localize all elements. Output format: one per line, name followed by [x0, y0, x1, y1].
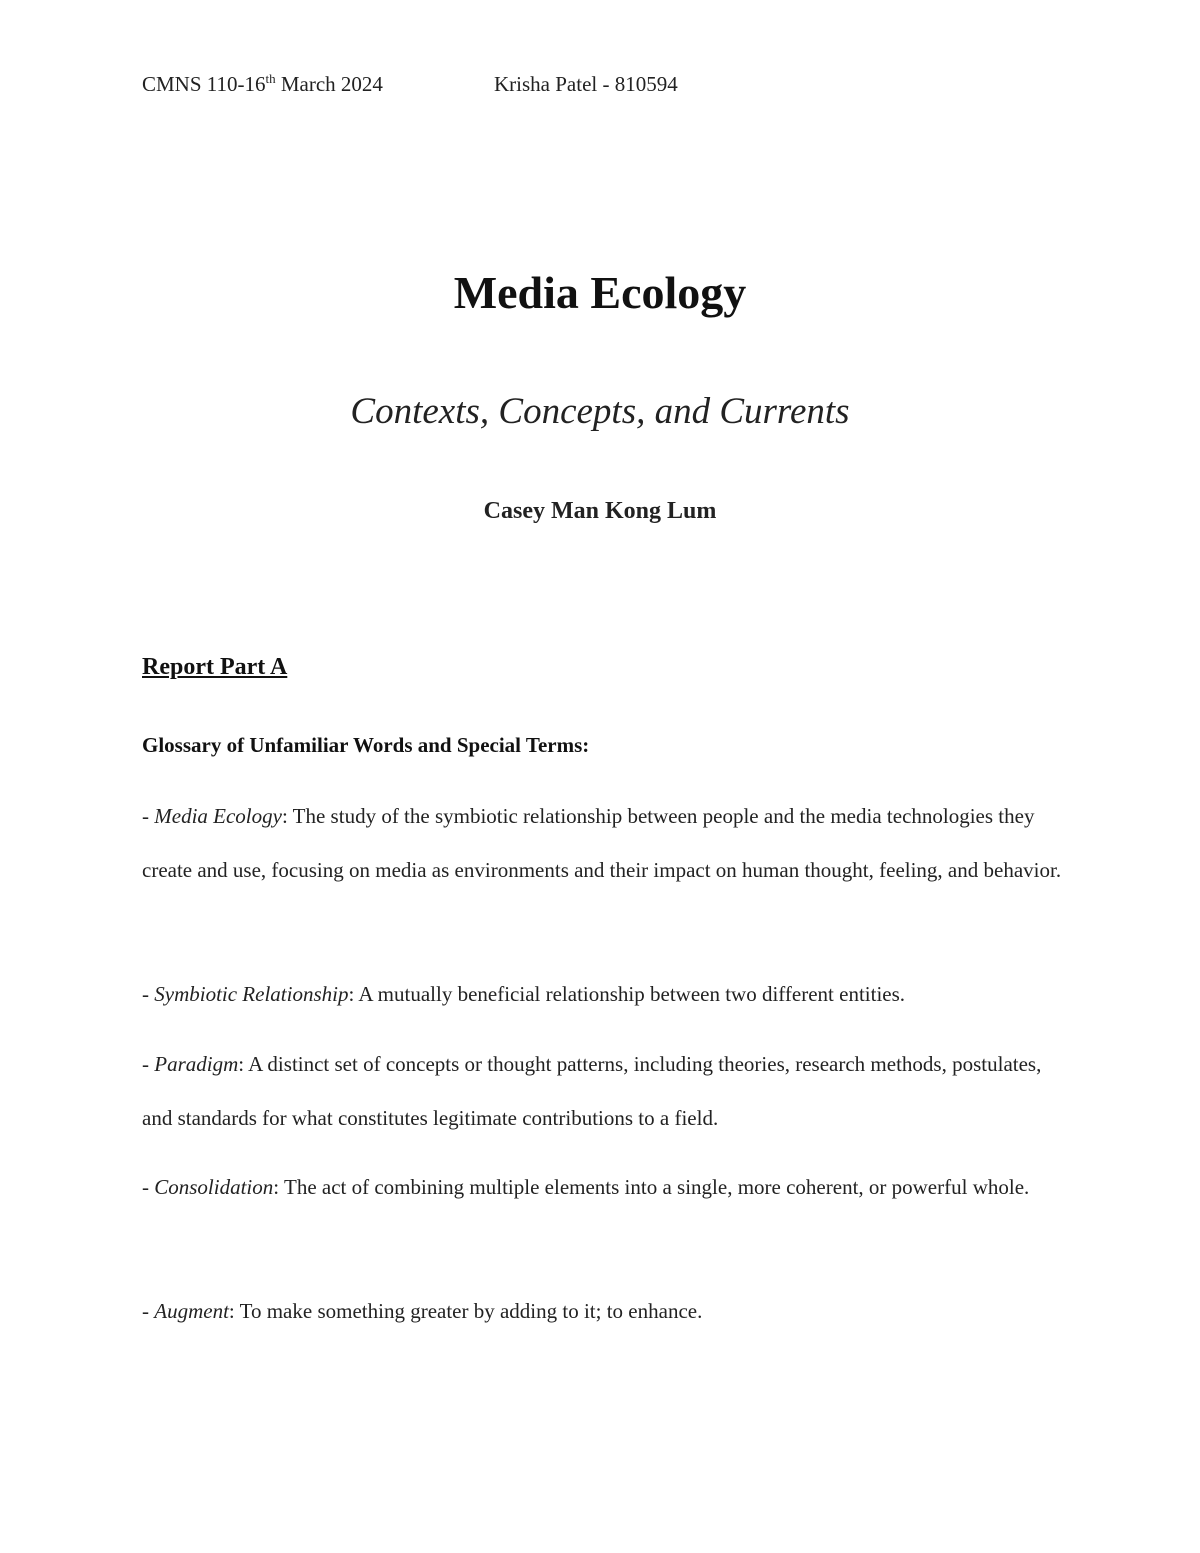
- glossary-entry-paradigm: [142, 1037, 1072, 1145]
- glossary-term: Media Ecology: [154, 804, 282, 828]
- glossary-entry-symbiotic-relationship: [142, 967, 1072, 1021]
- header-course-date: [142, 72, 383, 97]
- glossary-entry-consolidation: [142, 1160, 1072, 1214]
- glossary-dash: -: [142, 804, 155, 828]
- glossary-dash: -: [142, 982, 155, 1006]
- glossary-term: Paradigm: [154, 1052, 239, 1076]
- glossary-dash: -: [142, 1175, 155, 1199]
- glossary-term: Symbiotic Relationship: [154, 982, 349, 1006]
- glossary-definition: : The study of the symbiotic relationship between people and the media technologies they create and use, focusing on media as environments and their impact on human thought, feeling, and behavior.: [142, 804, 1062, 882]
- glossary-term: Augment: [154, 1299, 229, 1323]
- glossary-definition: : A mutually beneficial relationship between two different entities.: [348, 982, 906, 1006]
- glossary-definition: : A distinct set of concepts or thought patterns, including theories, research methods, postulates, and standards for what constitutes legitimate contributions to a field.: [142, 1052, 1042, 1130]
- section-heading: Report Part A: [142, 654, 288, 680]
- glossary-definition: : The act of combining multiple elements into a single, more coherent, or powerful whole.: [273, 1175, 1030, 1199]
- header-student: Krisha Patel - 810594: [494, 72, 678, 96]
- glossary-definition: : To make something greater by adding to it; to enhance.: [228, 1299, 703, 1323]
- header-course-prefix: CMNS 110-16: [142, 72, 266, 96]
- glossary-entry-media-ecology: [142, 789, 1072, 897]
- document-author: Casey Man Kong Lum: [483, 498, 717, 524]
- glossary-dash: -: [142, 1052, 155, 1076]
- document-title: Media Ecology: [453, 267, 747, 318]
- header-date-superscript: th: [265, 71, 276, 86]
- glossary-entry-augment: [142, 1284, 1072, 1338]
- header-date-suffix: March 2024: [275, 72, 383, 96]
- document-subtitle: Contexts, Concepts, and Currents: [350, 391, 850, 432]
- glossary-dash: -: [142, 1299, 155, 1323]
- glossary-term: Consolidation: [154, 1175, 274, 1199]
- glossary-heading: Glossary of Unfamiliar Words and Special Terms:: [142, 733, 590, 757]
